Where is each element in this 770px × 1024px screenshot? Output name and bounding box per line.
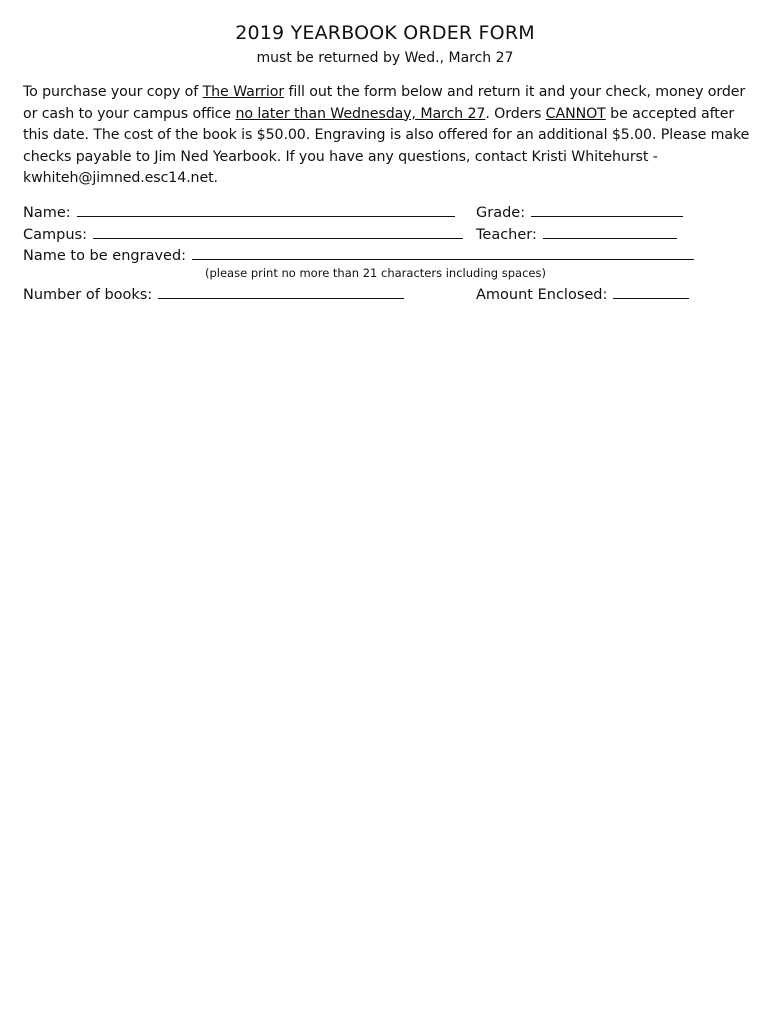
form-title: 2019 YEARBOOK ORDER FORM <box>235 22 535 44</box>
name-row <box>23 202 455 221</box>
deadline-text: no later than Wednesday, March 27 <box>235 105 486 122</box>
grade-row <box>476 202 683 221</box>
grade-label: Grade: <box>476 205 526 221</box>
engraved-note: (please print no more than 21 characters including spaces) <box>205 266 546 280</box>
intro-text-4: be accepted after this date. The cost of the book is $50.00. Engraving is also offered for an additional $5.00. Please make checks payable to Jim Ned Yearbook. If you have any questions, contact Kristi Whitehurst - kwhiteh@jimned.esc14.net. <box>23 105 750 187</box>
campus-field[interactable] <box>93 224 463 239</box>
teacher-label: Teacher: <box>476 227 537 243</box>
teacher-field[interactable] <box>543 224 677 239</box>
campus-label: Campus: <box>23 227 87 243</box>
books-row <box>23 284 404 303</box>
intro-text-3: . Orders <box>485 105 546 122</box>
name-label: Name: <box>23 205 71 221</box>
teacher-row <box>476 224 677 243</box>
amount-row <box>476 284 689 303</box>
intro-text-2: fill out the form below and return it and your check, money order or cash to your campus office <box>23 84 746 122</box>
cannot-text: CANNOT <box>545 105 606 122</box>
campus-row <box>23 224 463 243</box>
book-name: The Warrior <box>202 84 285 100</box>
amount-field[interactable] <box>613 284 689 299</box>
books-label: Number of books: <box>23 287 153 303</box>
books-field[interactable] <box>158 284 404 299</box>
name-field[interactable] <box>77 202 455 217</box>
grade-field[interactable] <box>531 202 683 217</box>
engraved-row <box>23 245 694 264</box>
amount-label: Amount Enclosed: <box>476 287 608 303</box>
engraved-label: Name to be engraved: <box>23 248 187 264</box>
engraved-field[interactable] <box>192 245 694 260</box>
form-subtitle: must be returned by Wed., March 27 <box>256 50 514 66</box>
intro-paragraph <box>23 82 753 190</box>
intro-text-1: To purchase your copy of <box>23 84 203 100</box>
